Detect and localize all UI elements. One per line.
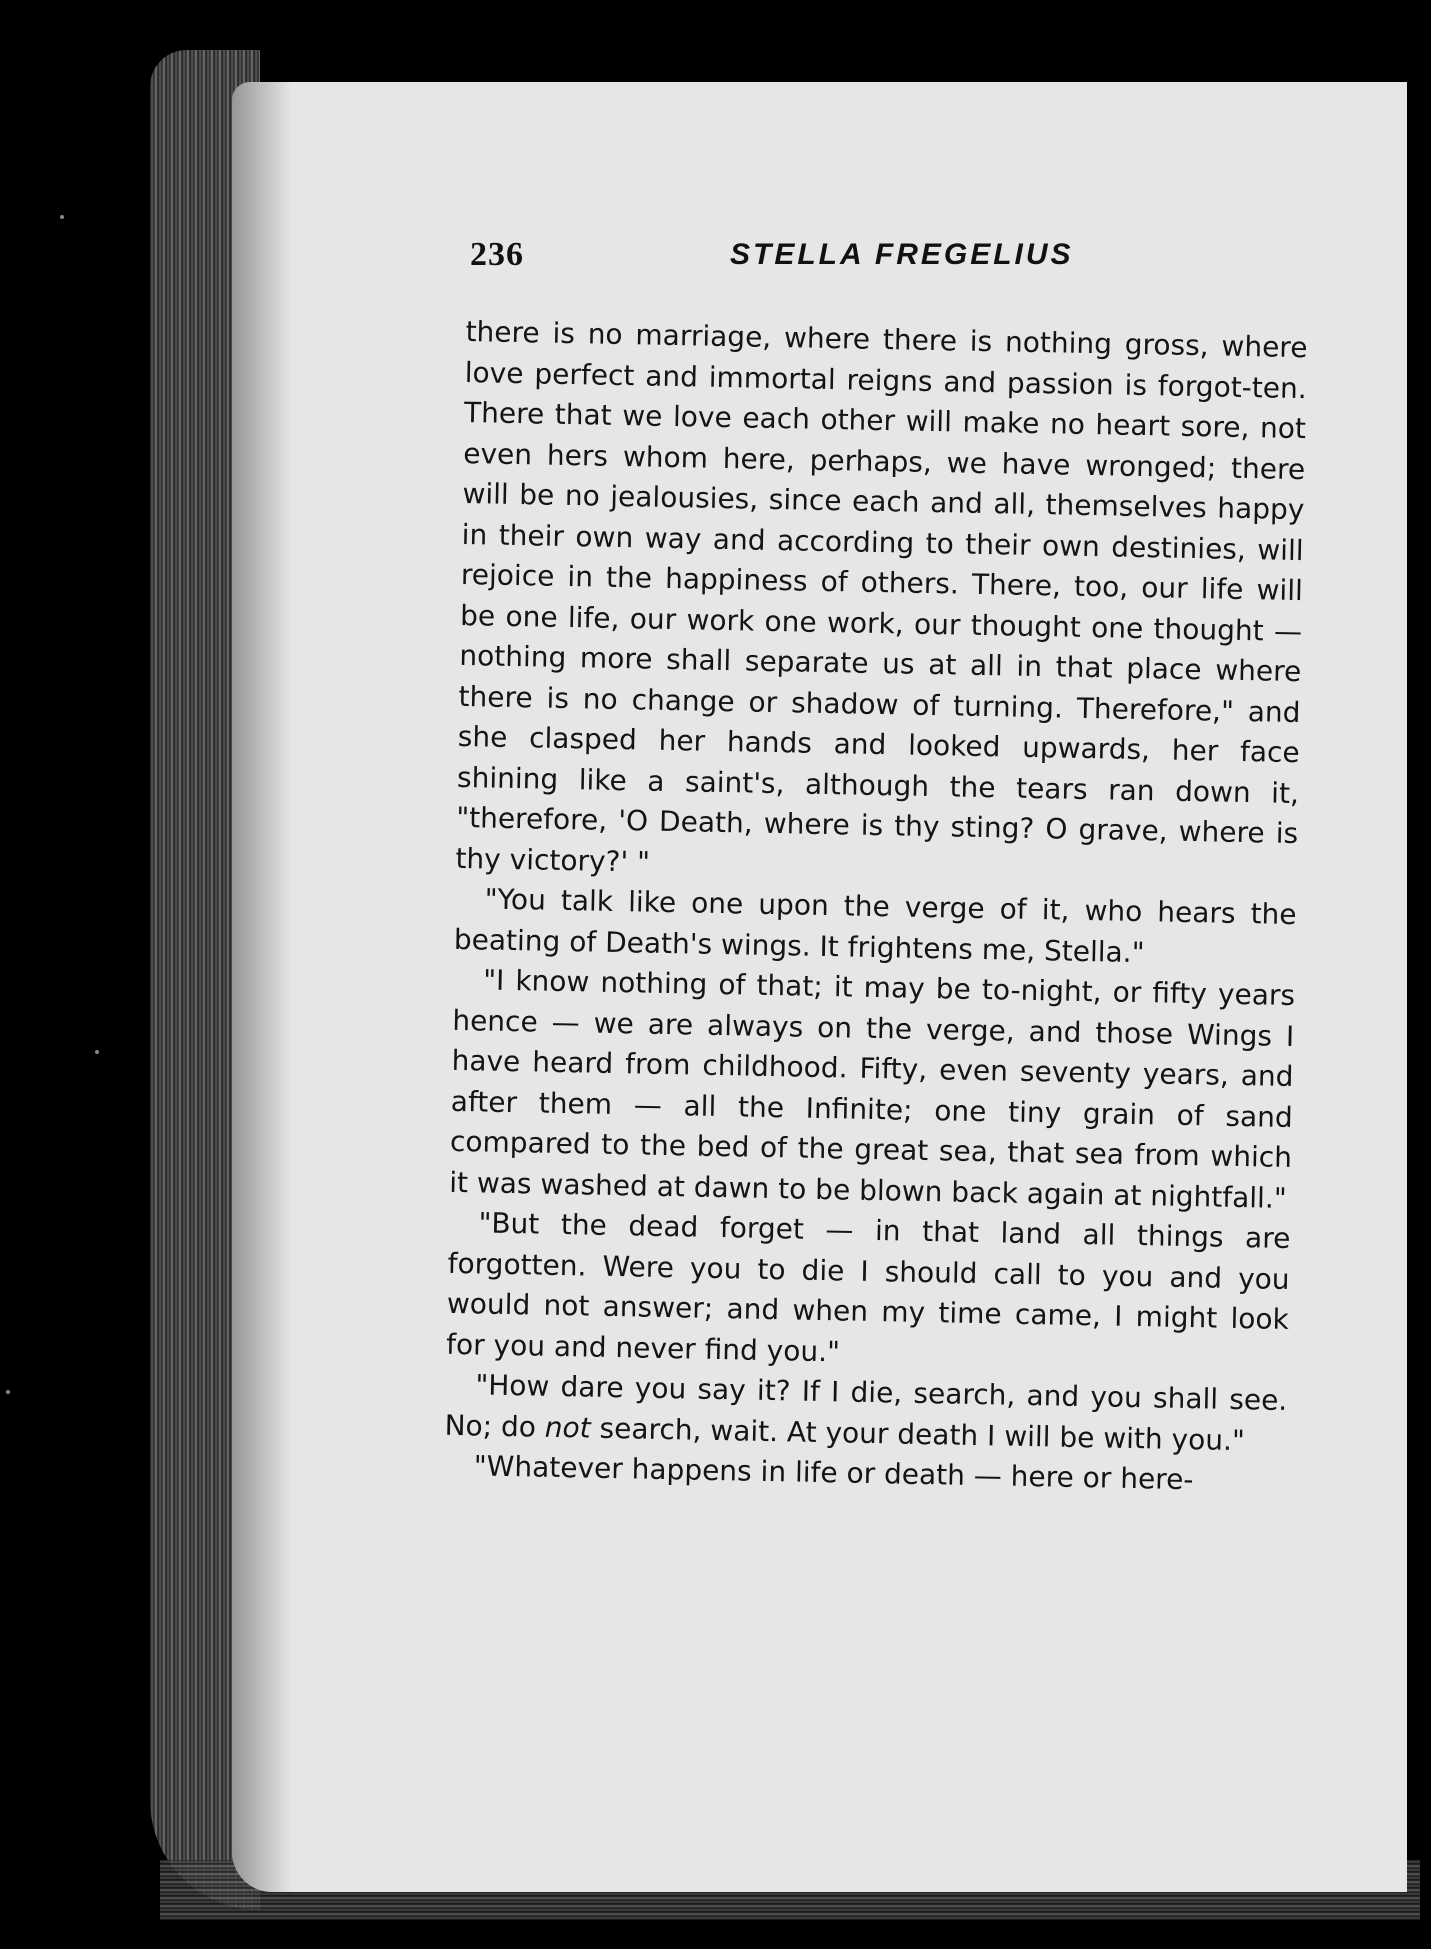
- paragraph-6: "Whatever happens in life or death — here or here-: [473, 1449, 1194, 1497]
- paragraph-2: "You talk like one upon the verge of it, who hears the beating of Death's wings. It frightens me, Stella.": [453, 882, 1297, 969]
- paragraph-5-before: "How dare you say it? If I die, search, and you shall see. No; do: [444, 1368, 1288, 1444]
- scan-speck: [95, 1050, 99, 1054]
- scan-speck: [60, 215, 64, 219]
- page-number: 236: [470, 236, 524, 273]
- paragraph-5-emphasis: not: [544, 1410, 592, 1445]
- paragraph-5-after: search, wait. At your death I will be with you.": [590, 1411, 1246, 1457]
- paragraph-3: "I know nothing of that; it may be to-night, or fifty years hence — we are always on the verge, and those Wings I have heard from childhood. Fifty, even seventy years, and after them — all the Infinite; one tiny grain of sand compared to the bed of the great sea, that sea from which it was washed at dawn to be blown back again at nightfall.": [448, 963, 1296, 1215]
- paragraph-1: there is no marriage, where there is nothing gross, where love perfect and immortal reigns and passion is forgot-ten. There that we love each other will make no heart sore, not even hers whom here, perhaps, we have wronged; there will be no jealousies, since each and all, themselves happy in their own way and according to their own destinies, will rejoice in the happiness of others. There, too, our life will be one life, our work one work, our thought one thought — nothing more shall separate us at all in that place where there is no change or shadow of turning. Therefore," and she clasped her hands and looked upwards, her face shining like a saint's, although the tears ran down it, "therefore, 'O Death, where is thy sting? O grave, where is thy victory?' ": [455, 314, 1308, 879]
- body-text: [443, 312, 1307, 1502]
- page-header: [470, 236, 1310, 276]
- paragraph-4: "But the dead forget — in that land all things are forgotten. Were you to die I should call to you and you would not answer; and when my time came, I might look for you and never find you.": [445, 1206, 1291, 1368]
- scan-speck: [6, 1390, 10, 1394]
- gutter-shadow: [232, 82, 292, 1892]
- running-head: STELLA FREGELIUS: [730, 238, 1074, 271]
